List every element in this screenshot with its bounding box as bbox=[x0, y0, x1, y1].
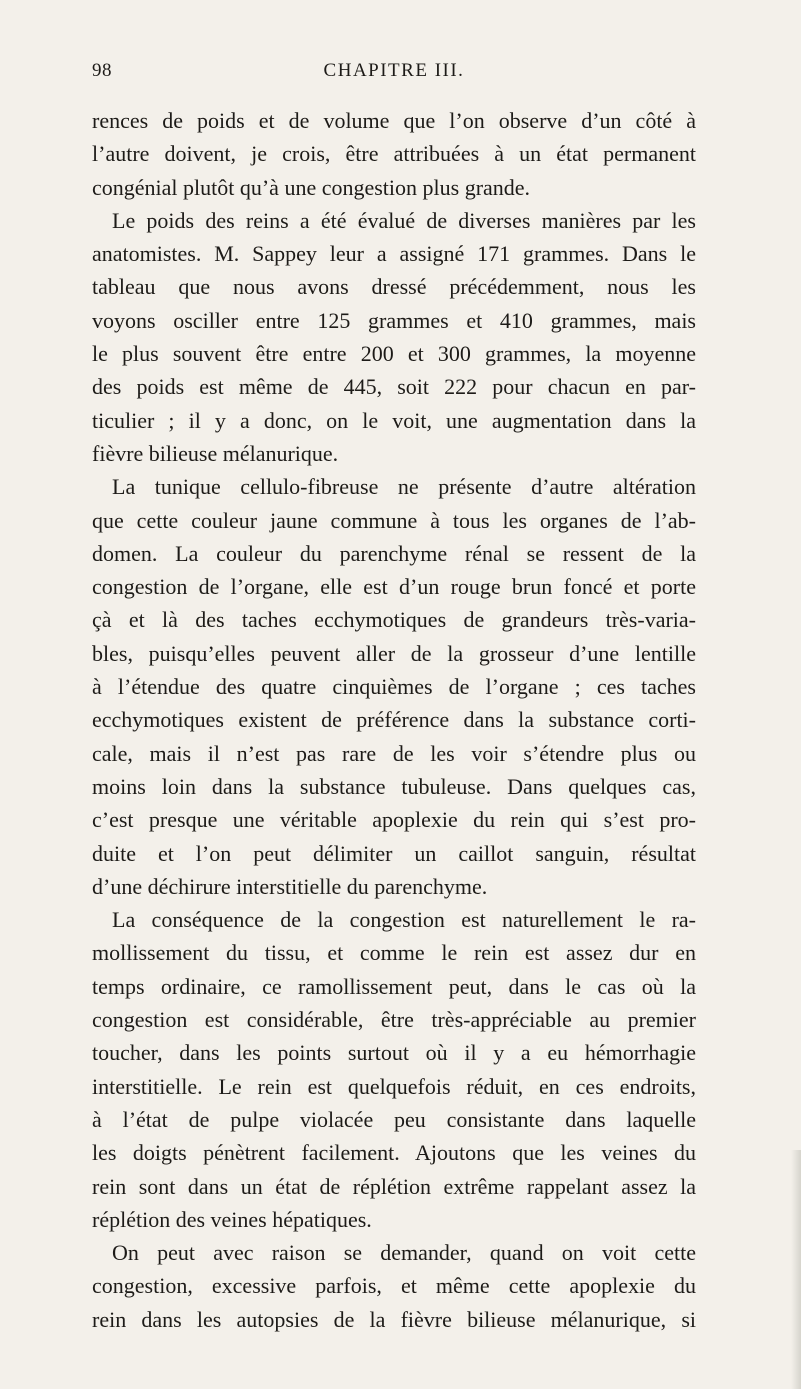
paragraph bbox=[92, 204, 696, 470]
body-text bbox=[92, 104, 696, 1336]
text-line: rences de poids et de volume que l’on observe d’un côté à bbox=[92, 108, 696, 133]
text-line: ticulier ; il y a donc, on le voit, une augmentation dans la bbox=[92, 407, 696, 433]
text-line: congénial plutôt qu’à une congestion plus grande. bbox=[92, 174, 531, 200]
text-line: congestion est considérable, être très-appréciable au premier bbox=[92, 1007, 696, 1033]
text-line: La conséquence de la congestion est naturellement le ra- bbox=[112, 907, 696, 933]
paragraph bbox=[92, 1236, 696, 1336]
text-line: rein dans les autopsies de la fièvre bilieuse mélanurique, si bbox=[92, 1306, 696, 1332]
text-line: rein sont dans un état de réplétion extrême rappelant assez la bbox=[92, 1173, 696, 1199]
paragraph bbox=[92, 104, 696, 204]
page-edge-shadow bbox=[791, 1150, 801, 1389]
text-line: réplétion des veines hépatiques. bbox=[92, 1206, 372, 1232]
text-line: ecchymotiques existent de préférence dans la substance corti- bbox=[92, 707, 696, 733]
text-line: anatomistes. M. Sappey leur a assigné 171 grammes. Dans le bbox=[92, 241, 696, 267]
text-line: Le poids des reins a été évalué de diverses manières par les bbox=[112, 207, 696, 233]
text-line: bles, puisqu’elles peuvent aller de la grosseur d’une lentille bbox=[92, 640, 696, 666]
text-line: c’est presque une véritable apoplexie du rein qui s’est pro- bbox=[92, 807, 696, 833]
text-line: cale, mais il n’est pas rare de les voir s’étendre plus ou bbox=[92, 740, 696, 766]
text-line: moins loin dans la substance tubuleuse. Dans quelques cas, bbox=[92, 773, 696, 799]
text-line: interstitielle. Le rein est quelquefois réduit, en ces endroits, bbox=[92, 1073, 696, 1099]
text-line: congestion, excessive parfois, et même cette apoplexie du bbox=[92, 1273, 696, 1299]
text-line: çà et là des taches ecchymotiques de grandeurs très-varia- bbox=[92, 607, 696, 633]
text-line: l’autre doivent, je crois, être attribuées à un état permanent bbox=[92, 141, 696, 167]
text-line: congestion de l’organe, elle est d’un rouge brun foncé et porte bbox=[92, 574, 696, 600]
text-line: d’une déchirure interstitielle du parenchyme. bbox=[92, 873, 488, 899]
text-line: à l’étendue des quatre cinquièmes de l’organe ; ces taches bbox=[92, 674, 696, 700]
text-line: les doigts pénètrent facilement. Ajoutons que les veines du bbox=[92, 1140, 696, 1166]
text-line: voyons osciller entre 125 grammes et 410 grammes, mais bbox=[92, 307, 696, 333]
text-line: fièvre bilieuse mélanurique. bbox=[92, 440, 339, 466]
text-line: temps ordinaire, ce ramollissement peut, dans le cas où la bbox=[92, 973, 696, 999]
text-line: duite et l’on peut délimiter un caillot sanguin, résultat bbox=[92, 840, 696, 866]
text-line: domen. La couleur du parenchyme rénal se ressent de la bbox=[92, 540, 696, 566]
text-line: que cette couleur jaune commune à tous les organes de l’ab- bbox=[92, 507, 696, 533]
chapter-title: CHAPITRE III. bbox=[323, 60, 465, 81]
text-line: le plus souvent être entre 200 et 300 grammes, la moyenne bbox=[92, 341, 696, 367]
running-header bbox=[92, 60, 696, 88]
text-line: mollissement du tissu, et comme le rein est assez dur en bbox=[92, 940, 696, 966]
text-line: à l’état de pulpe violacée peu consistante dans laquelle bbox=[92, 1106, 696, 1132]
text-line: La tunique cellulo-fibreuse ne présente d’autre altération bbox=[112, 474, 696, 500]
paragraph bbox=[92, 470, 696, 903]
text-line: toucher, dans les points surtout où il y a eu hémorrhagie bbox=[92, 1040, 696, 1066]
text-line: tableau que nous avons dressé précédemment, nous les bbox=[92, 274, 696, 300]
paragraph bbox=[92, 903, 696, 1236]
text-line: On peut avec raison se demander, quand on voit cette bbox=[112, 1240, 696, 1266]
page-number: 98 bbox=[92, 60, 112, 81]
text-line: des poids est même de 445, soit 222 pour chacun en par- bbox=[92, 374, 696, 400]
